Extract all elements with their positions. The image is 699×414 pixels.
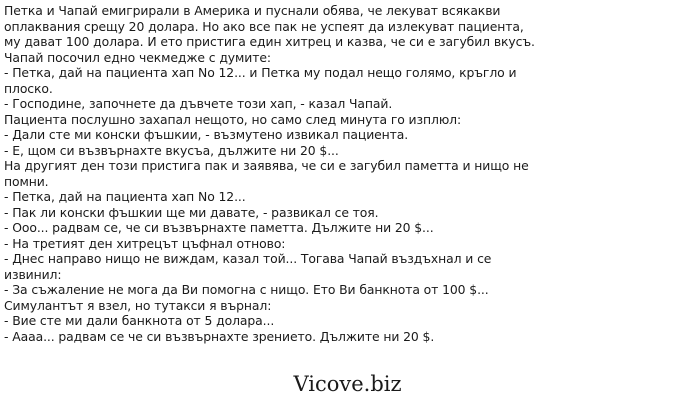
joke-line: - Петка, дай на пациента хап No 12... и Петка му подал нещо голямо, кръгло и плоско. — [4, 65, 517, 96]
joke-line: - Вие сте ми дали банкнота от 5 долара... — [4, 313, 275, 328]
joke-line: - За съжаление не мога да Ви помогна с нищо. Ето Ви банкнота от 100 $... Симулантът я взел, но тутакси я върнал: — [4, 282, 489, 313]
joke-line: - Пак ли конски фъшкии ще ми давате, - развикал се тоя. — [4, 204, 379, 220]
joke-line: Петка и Чапай емигрирали в Америка и пуснали обява, че лекуват всякакви оплаквания срещу 20 долара. Но ако все пак не успеят да излекуват пациента, му дават 100 долара. И ето пристига един хитрец и казва, че си е загубил вкусъ. Чапай посочил едно чекмедже с думите: — [4, 3, 535, 65]
joke-line: - Е, щом си възвърнахте вкусъа, дължите ни 20 $... — [4, 142, 339, 158]
joke-text — [4, 3, 544, 344]
joke-line: На другият ден този пристига пак и заявява, че си е загубил паметта и нищо не помни. — [4, 158, 529, 189]
joke-line: - На третият ден хитрецът цъфнал отново: — [4, 235, 286, 251]
joke-line: Пациента послушно захапал нещото, но само след минута го изплюл: — [4, 111, 462, 127]
site-watermark — [0, 372, 699, 396]
joke-line: - Аааа... радвам се че си възвърнахте зрението. Дължите ни 20 $. — [4, 328, 435, 344]
joke-line: - Господине, започнете да дъвчете този хап, - казал Чапай. — [4, 96, 393, 111]
joke-line: - Ооо... радвам се, че си възвърнахте паметта. Дължите ни 20 $... — [4, 220, 434, 235]
joke-line: - Днес направо нищо не виждам, казал той... Тогава Чапай въздъхнал и се извинил: — [4, 251, 492, 282]
watermark-text: Vicove.biz — [293, 372, 402, 396]
joke-line: - Петка, дай на пациента хап No 12... — [4, 189, 246, 204]
joke-line: - Дали сте ми конски фъшкии, - възмутено извикал пациента. — [4, 127, 409, 142]
